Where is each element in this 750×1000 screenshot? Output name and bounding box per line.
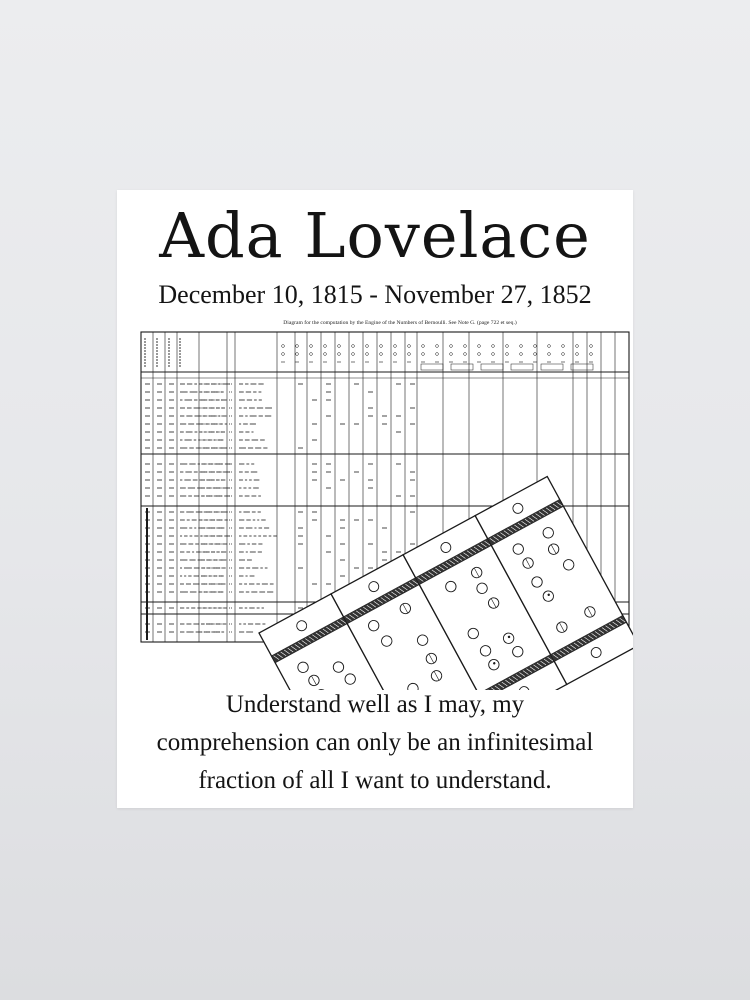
diagram-caption: Diagram for the computation by the Engine of the Numbers of Bernoulli. See Note G. (page 722 et seq.) <box>283 320 517 326</box>
bernoulli-diagram-illustration <box>117 314 633 690</box>
quote-line-3: fraction of all I want to understand. <box>198 767 552 794</box>
quote <box>117 686 633 800</box>
poster-dates: December 10, 1815 - November 27, 1852 <box>158 280 592 309</box>
punch-card-strip <box>259 476 633 690</box>
punch-cards <box>259 476 633 690</box>
quote-line-1: Understand well as I may, my <box>225 691 525 718</box>
poster <box>117 190 633 808</box>
quote-line-2: comprehension can only be an infinitesimal <box>156 729 594 756</box>
poster-title: Ada Lovelace <box>159 199 591 272</box>
